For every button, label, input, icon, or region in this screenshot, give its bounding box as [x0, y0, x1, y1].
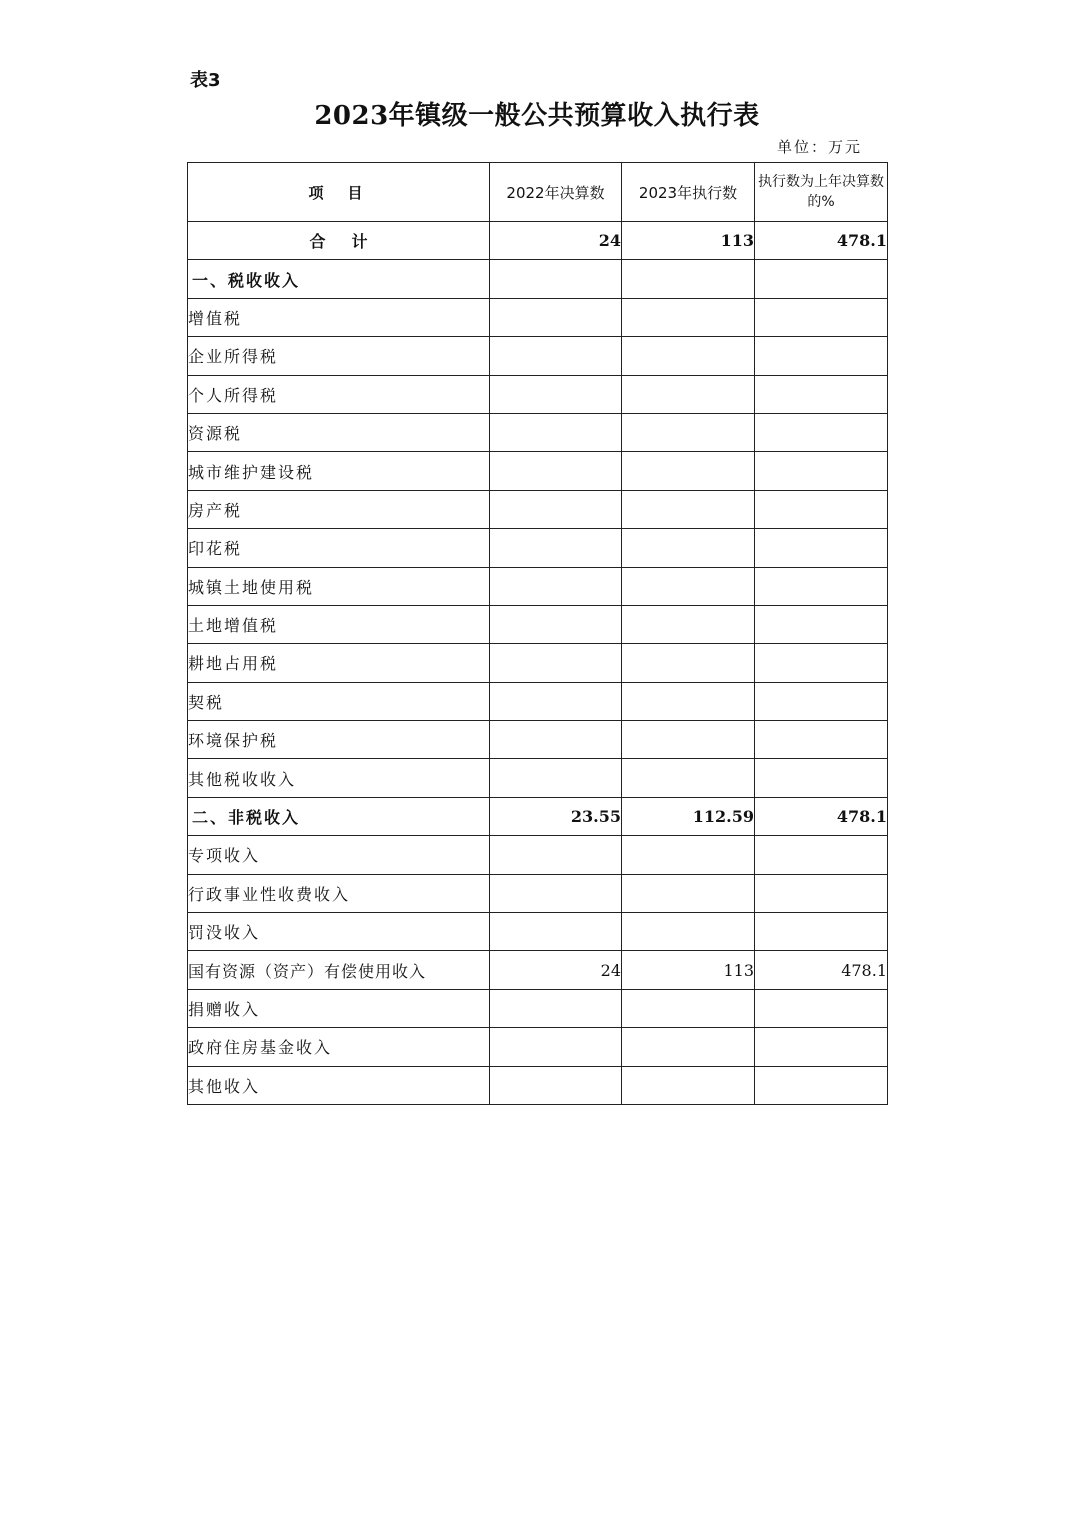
cell-2022	[490, 759, 622, 797]
table-row	[188, 452, 888, 490]
cell-2023: 112.59	[622, 797, 755, 835]
cell-2023	[622, 605, 755, 643]
row-name: 国有资源（资产）有偿使用收入	[188, 951, 490, 989]
cell-ratio	[755, 452, 888, 490]
header-final-2022: 2022年决算数	[490, 163, 622, 222]
table-row	[188, 413, 888, 451]
row-name: 印花税	[188, 529, 490, 567]
table-row-category	[188, 797, 888, 835]
row-name: 其他税收收入	[188, 759, 490, 797]
row-name: 捐赠收入	[188, 989, 490, 1027]
table-row	[188, 529, 888, 567]
cell-2022	[490, 721, 622, 759]
page-title: 2023年镇级一般公共预算收入执行表	[314, 101, 760, 131]
row-name: 城镇土地使用税	[188, 567, 490, 605]
cell-2023	[622, 529, 755, 567]
header-exec-2023: 2023年执行数	[622, 163, 755, 222]
cell-2022: 23.55	[490, 797, 622, 835]
cell-2023	[622, 567, 755, 605]
cell-ratio	[755, 298, 888, 336]
cell-2022	[490, 260, 622, 298]
cell-2023	[622, 913, 755, 951]
table-number-label: 表3	[190, 70, 221, 91]
cell-ratio	[755, 721, 888, 759]
table-row	[188, 989, 888, 1027]
cell-2023	[622, 989, 755, 1027]
cell-ratio	[755, 1066, 888, 1104]
cell-2022	[490, 644, 622, 682]
cell-ratio	[755, 490, 888, 528]
cell-2023	[622, 759, 755, 797]
cell-ratio	[755, 836, 888, 874]
header-item: 项目	[188, 163, 490, 222]
row-name: 其他收入	[188, 1066, 490, 1104]
cell-2022	[490, 529, 622, 567]
cell-2022	[490, 1066, 622, 1104]
cell-2023	[622, 452, 755, 490]
cell-2022	[490, 413, 622, 451]
cell-2022	[490, 298, 622, 336]
header-row	[188, 163, 888, 222]
row-name: 资源税	[188, 413, 490, 451]
table-row	[188, 375, 888, 413]
cell-2023: 113	[622, 222, 755, 260]
cell-ratio	[755, 375, 888, 413]
cell-2023	[622, 298, 755, 336]
cell-2022	[490, 490, 622, 528]
cell-ratio: 478.1	[755, 797, 888, 835]
cell-ratio: 478.1	[755, 222, 888, 260]
row-name: 合计	[188, 222, 490, 260]
cell-ratio	[755, 682, 888, 720]
table-row	[188, 1066, 888, 1104]
cell-2022	[490, 337, 622, 375]
header-ratio: 执行数为上年决算数的%	[755, 163, 888, 222]
cell-ratio	[755, 529, 888, 567]
table-row	[188, 605, 888, 643]
table-row	[188, 567, 888, 605]
table-row	[188, 874, 888, 912]
table-row	[188, 298, 888, 336]
cell-ratio	[755, 337, 888, 375]
cell-2022	[490, 567, 622, 605]
cell-2022	[490, 836, 622, 874]
cell-2023	[622, 874, 755, 912]
cell-2023	[622, 260, 755, 298]
table-row-category	[188, 260, 888, 298]
unit-label: 单位：万元	[776, 138, 862, 156]
cell-2023	[622, 337, 755, 375]
cell-2023	[622, 1066, 755, 1104]
row-name: 契税	[188, 682, 490, 720]
cell-2022	[490, 1028, 622, 1066]
table-row	[188, 337, 888, 375]
row-name: 政府住房基金收入	[188, 1028, 490, 1066]
row-name: 房产税	[188, 490, 490, 528]
table-row	[188, 682, 888, 720]
cell-2022	[490, 682, 622, 720]
row-name: 个人所得税	[188, 375, 490, 413]
row-name: 土地增值税	[188, 605, 490, 643]
cell-ratio	[755, 913, 888, 951]
table-row	[188, 913, 888, 951]
table-row	[188, 1028, 888, 1066]
cell-ratio	[755, 605, 888, 643]
row-name: 城市维护建设税	[188, 452, 490, 490]
cell-2022: 24	[490, 222, 622, 260]
cell-ratio	[755, 1028, 888, 1066]
cell-2023	[622, 721, 755, 759]
row-name: 专项收入	[188, 836, 490, 874]
cell-2022	[490, 375, 622, 413]
row-name: 增值税	[188, 298, 490, 336]
cell-ratio	[755, 989, 888, 1027]
cell-2023	[622, 490, 755, 528]
table-row	[188, 951, 888, 989]
row-name: 罚没收入	[188, 913, 490, 951]
revenue-execution-table	[187, 162, 888, 1105]
cell-2023	[622, 1028, 755, 1066]
cell-2022	[490, 452, 622, 490]
cell-2022	[490, 989, 622, 1027]
table-row	[188, 759, 888, 797]
cell-ratio: 478.1	[755, 951, 888, 989]
cell-2022: 24	[490, 951, 622, 989]
cell-ratio	[755, 759, 888, 797]
row-name: 二、非税收入	[188, 797, 490, 835]
cell-2023	[622, 375, 755, 413]
row-name: 行政事业性收费收入	[188, 874, 490, 912]
cell-ratio	[755, 567, 888, 605]
cell-2023	[622, 836, 755, 874]
cell-ratio	[755, 413, 888, 451]
cell-2023	[622, 644, 755, 682]
table-row	[188, 644, 888, 682]
cell-2022	[490, 874, 622, 912]
table-row	[188, 836, 888, 874]
cell-ratio	[755, 260, 888, 298]
cell-ratio	[755, 644, 888, 682]
table-row	[188, 721, 888, 759]
row-name: 企业所得税	[188, 337, 490, 375]
cell-2022	[490, 605, 622, 643]
cell-2023: 113	[622, 951, 755, 989]
row-name: 耕地占用税	[188, 644, 490, 682]
cell-2023	[622, 682, 755, 720]
row-name: 一、税收收入	[188, 260, 490, 298]
cell-2023	[622, 413, 755, 451]
row-name: 环境保护税	[188, 721, 490, 759]
table-row-total	[188, 222, 888, 260]
table-row	[188, 490, 888, 528]
cell-ratio	[755, 874, 888, 912]
cell-2022	[490, 913, 622, 951]
